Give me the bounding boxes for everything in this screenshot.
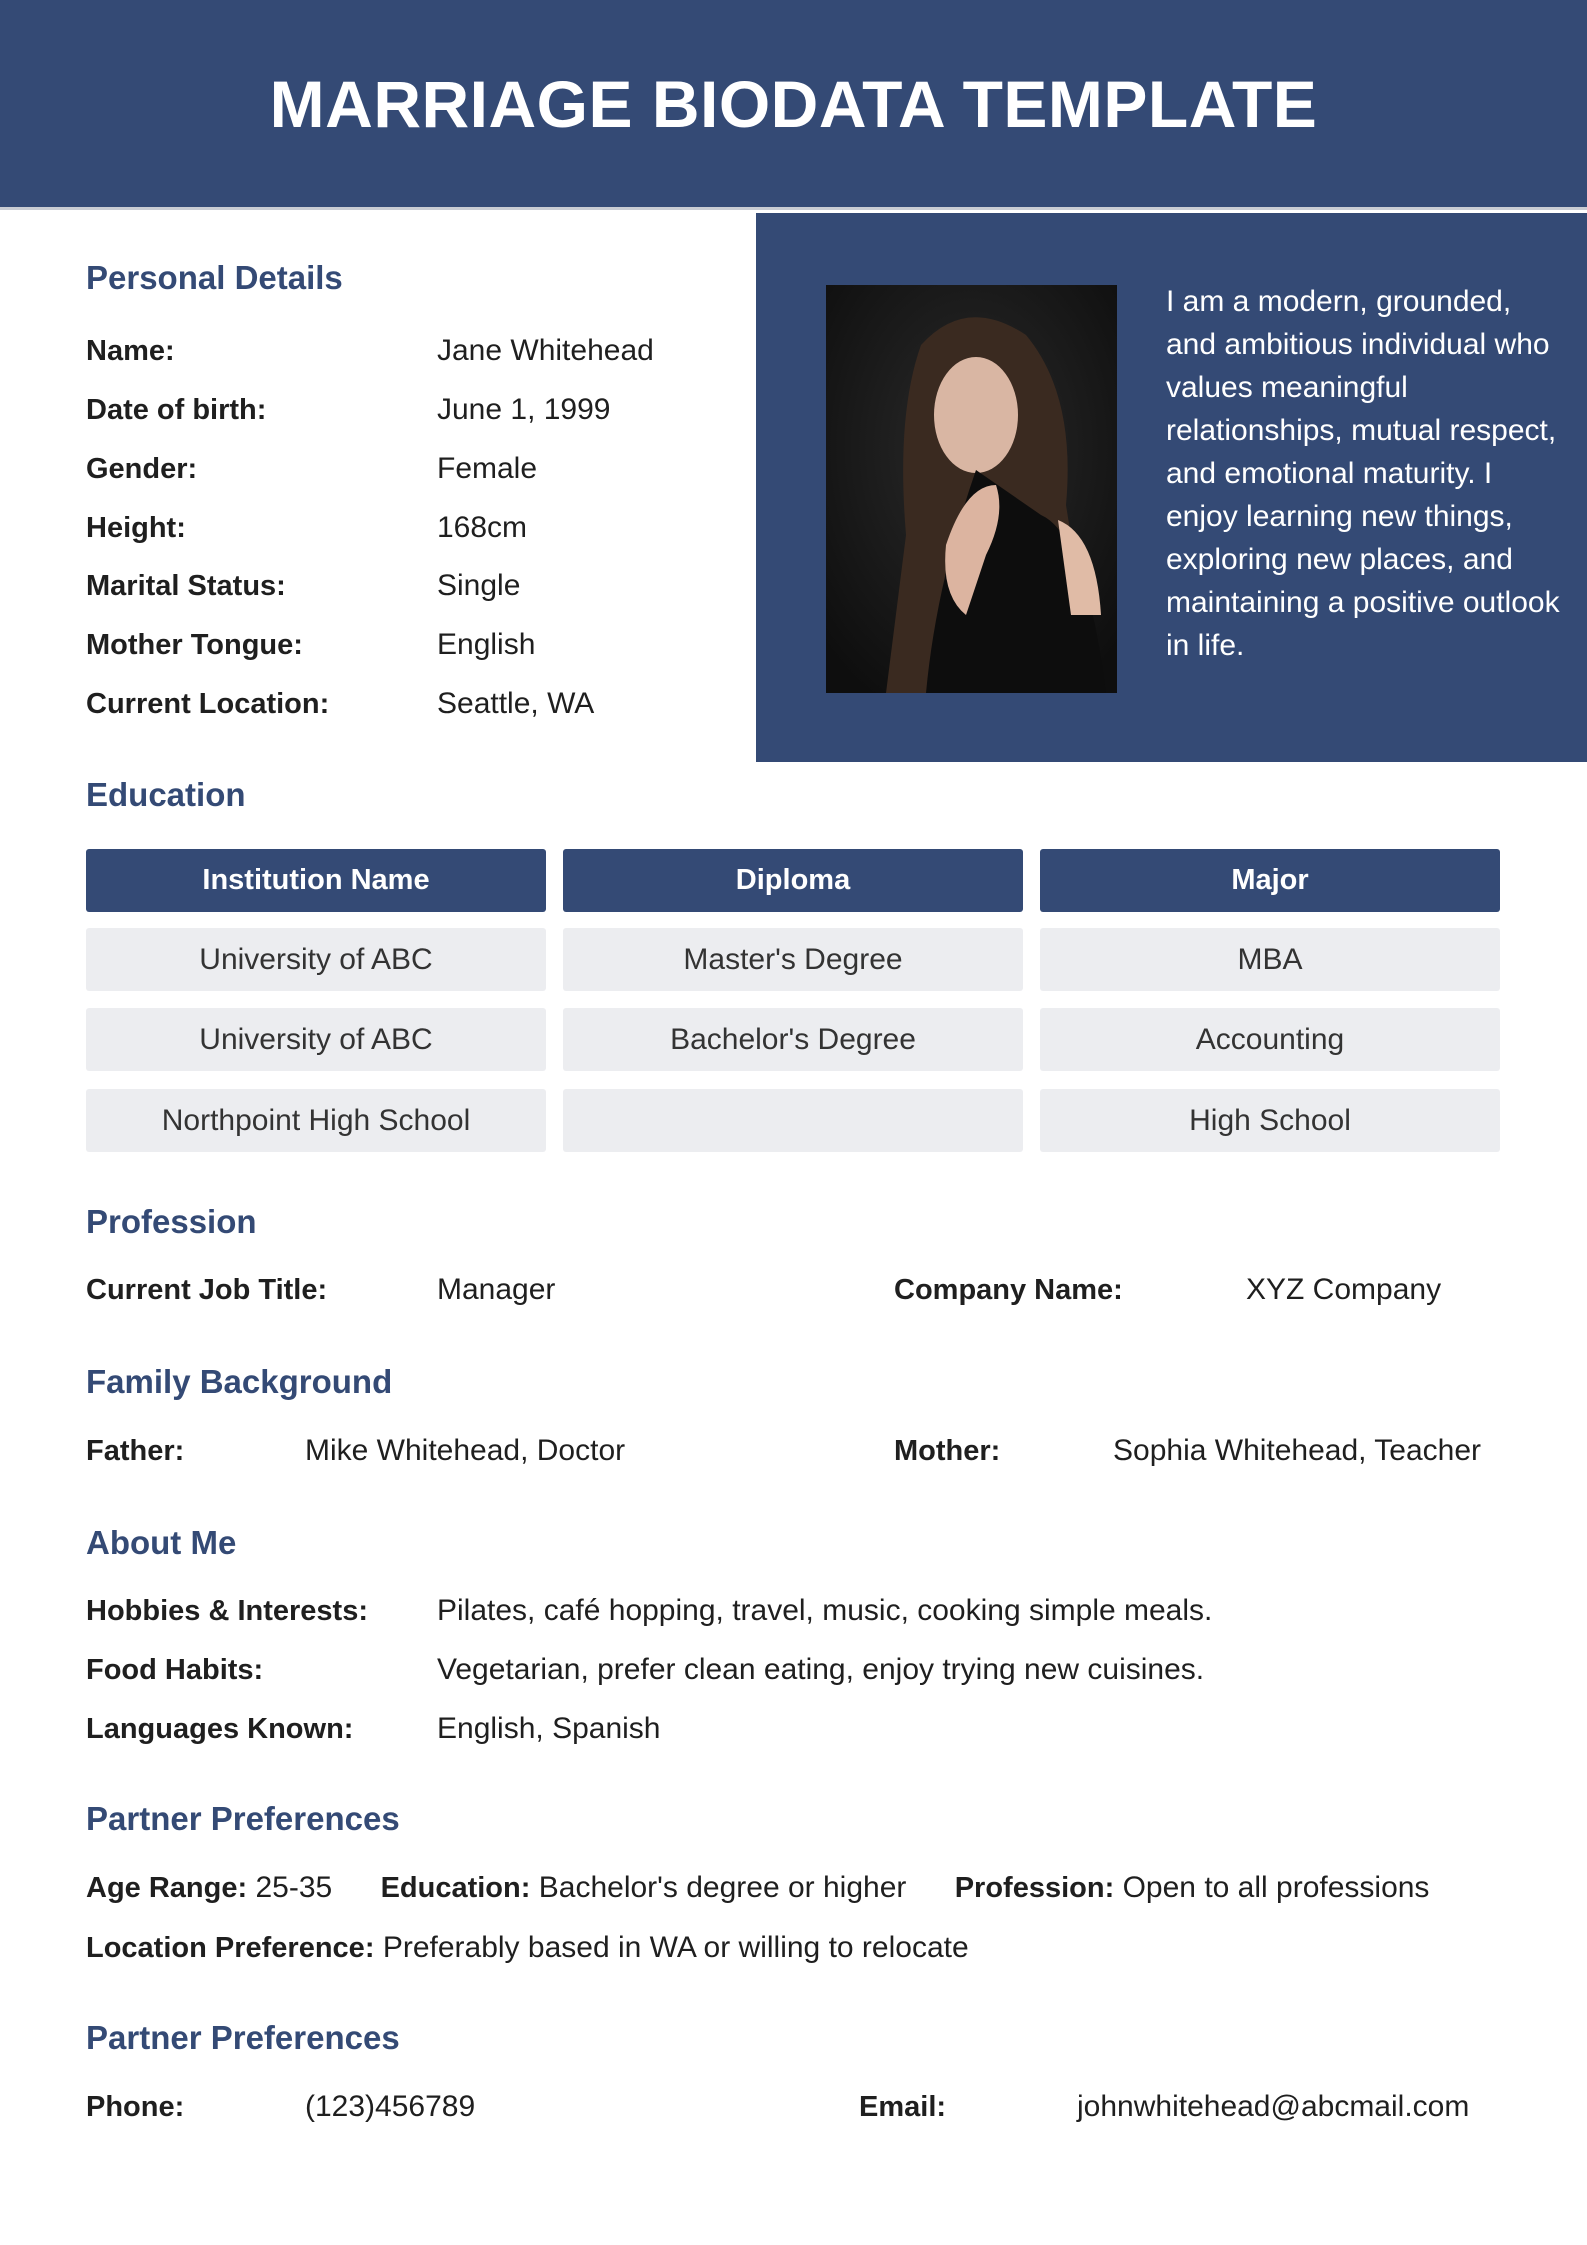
table-cell: Bachelor's Degree: [563, 1008, 1023, 1071]
about-heading: About Me: [86, 1524, 237, 1561]
partner-preferences-row: [86, 1870, 1429, 1906]
company-value: XYZ Company: [1246, 1273, 1442, 1306]
table-cell: [563, 1089, 1023, 1152]
mother-value: Sophia Whitehead, Teacher: [1113, 1434, 1482, 1467]
gender-label: Gender:: [86, 453, 198, 485]
phone-value: (123)456789: [305, 2090, 476, 2123]
languages-label: Languages Known:: [86, 1713, 354, 1745]
column-header-institution: Institution Name: [86, 849, 546, 912]
location-pref-value: Preferably based in WA or willing to relocate: [382, 1931, 969, 1964]
job-title-value: Manager: [437, 1273, 556, 1306]
mother-label: Mother:: [894, 1435, 1001, 1467]
languages-value: English, Spanish: [437, 1712, 661, 1745]
column-header-diploma: Diploma: [563, 849, 1023, 912]
contact-heading: Partner Preferences: [86, 2019, 400, 2056]
bio-text: I am a modern, grounded, and ambitious individual who values meaningful relationships, mutual respect, and emotional maturity. I enjoy learning new things, exploring new places, and maintaining a positive outlook in life.: [1166, 285, 1560, 662]
food-habits-label: Food Habits:: [86, 1654, 264, 1686]
location-pref-label: Location Preference:: [86, 1932, 375, 1964]
father-value: Mike Whitehead, Doctor: [305, 1434, 626, 1467]
name-label: Name:: [86, 335, 175, 367]
profession-pref-value: Open to all professions: [1122, 1871, 1430, 1904]
email-value: johnwhitehead@abcmail.com: [1077, 2090, 1470, 2123]
header-banner: [0, 0, 1587, 210]
height-value: 168cm: [437, 511, 528, 544]
gender-value: Female: [437, 452, 538, 485]
company-label: Company Name:: [894, 1274, 1123, 1306]
table-cell: High School: [1040, 1089, 1500, 1152]
hobbies-value: Pilates, café hopping, travel, music, cooking simple meals.: [437, 1594, 1213, 1627]
personal-details-heading: Personal Details: [86, 259, 343, 296]
marital-status-value: Single: [437, 569, 521, 602]
food-habits-value: Vegetarian, prefer clean eating, enjoy trying new cuisines.: [437, 1653, 1205, 1686]
job-title-label: Current Job Title:: [86, 1274, 328, 1306]
education-heading: Education: [86, 776, 246, 813]
family-heading: Family Background: [86, 1363, 393, 1400]
location-value: Seattle, WA: [437, 687, 595, 720]
name-value: Jane Whitehead: [437, 334, 654, 367]
table-cell: University of ABC: [86, 928, 546, 991]
height-label: Height:: [86, 512, 186, 544]
table-cell: Northpoint High School: [86, 1089, 546, 1152]
education-pref-label: Education:: [380, 1872, 531, 1904]
table-cell: MBA: [1040, 928, 1500, 991]
table-cell: University of ABC: [86, 1008, 546, 1071]
table-cell: Accounting: [1040, 1008, 1500, 1071]
dob-value: June 1, 1999: [437, 393, 611, 426]
page-title: MARRIAGE BIODATA TEMPLATE: [269, 66, 1318, 141]
mother-tongue-value: English: [437, 628, 536, 661]
email-label: Email:: [859, 2091, 947, 2123]
profession-heading: Profession: [86, 1203, 257, 1240]
age-range-value: 25-35: [255, 1871, 333, 1904]
dob-label: Date of birth:: [86, 394, 267, 426]
age-range-label: Age Range:: [86, 1872, 248, 1904]
location-preference-row: [86, 1930, 969, 1966]
phone-label: Phone:: [86, 2091, 185, 2123]
profession-pref-label: Profession:: [954, 1872, 1115, 1904]
profile-photo: [826, 285, 1117, 693]
mother-tongue-label: Mother Tongue:: [86, 629, 303, 661]
hobbies-label: Hobbies & Interests:: [86, 1595, 368, 1627]
location-label: Current Location:: [86, 688, 330, 720]
marital-status-label: Marital Status:: [86, 570, 286, 602]
father-label: Father:: [86, 1435, 185, 1467]
column-header-major: Major: [1040, 849, 1500, 912]
partner-preferences-heading: Partner Preferences: [86, 1800, 400, 1837]
table-cell: Master's Degree: [563, 928, 1023, 991]
education-pref-value: Bachelor's degree or higher: [538, 1871, 907, 1904]
